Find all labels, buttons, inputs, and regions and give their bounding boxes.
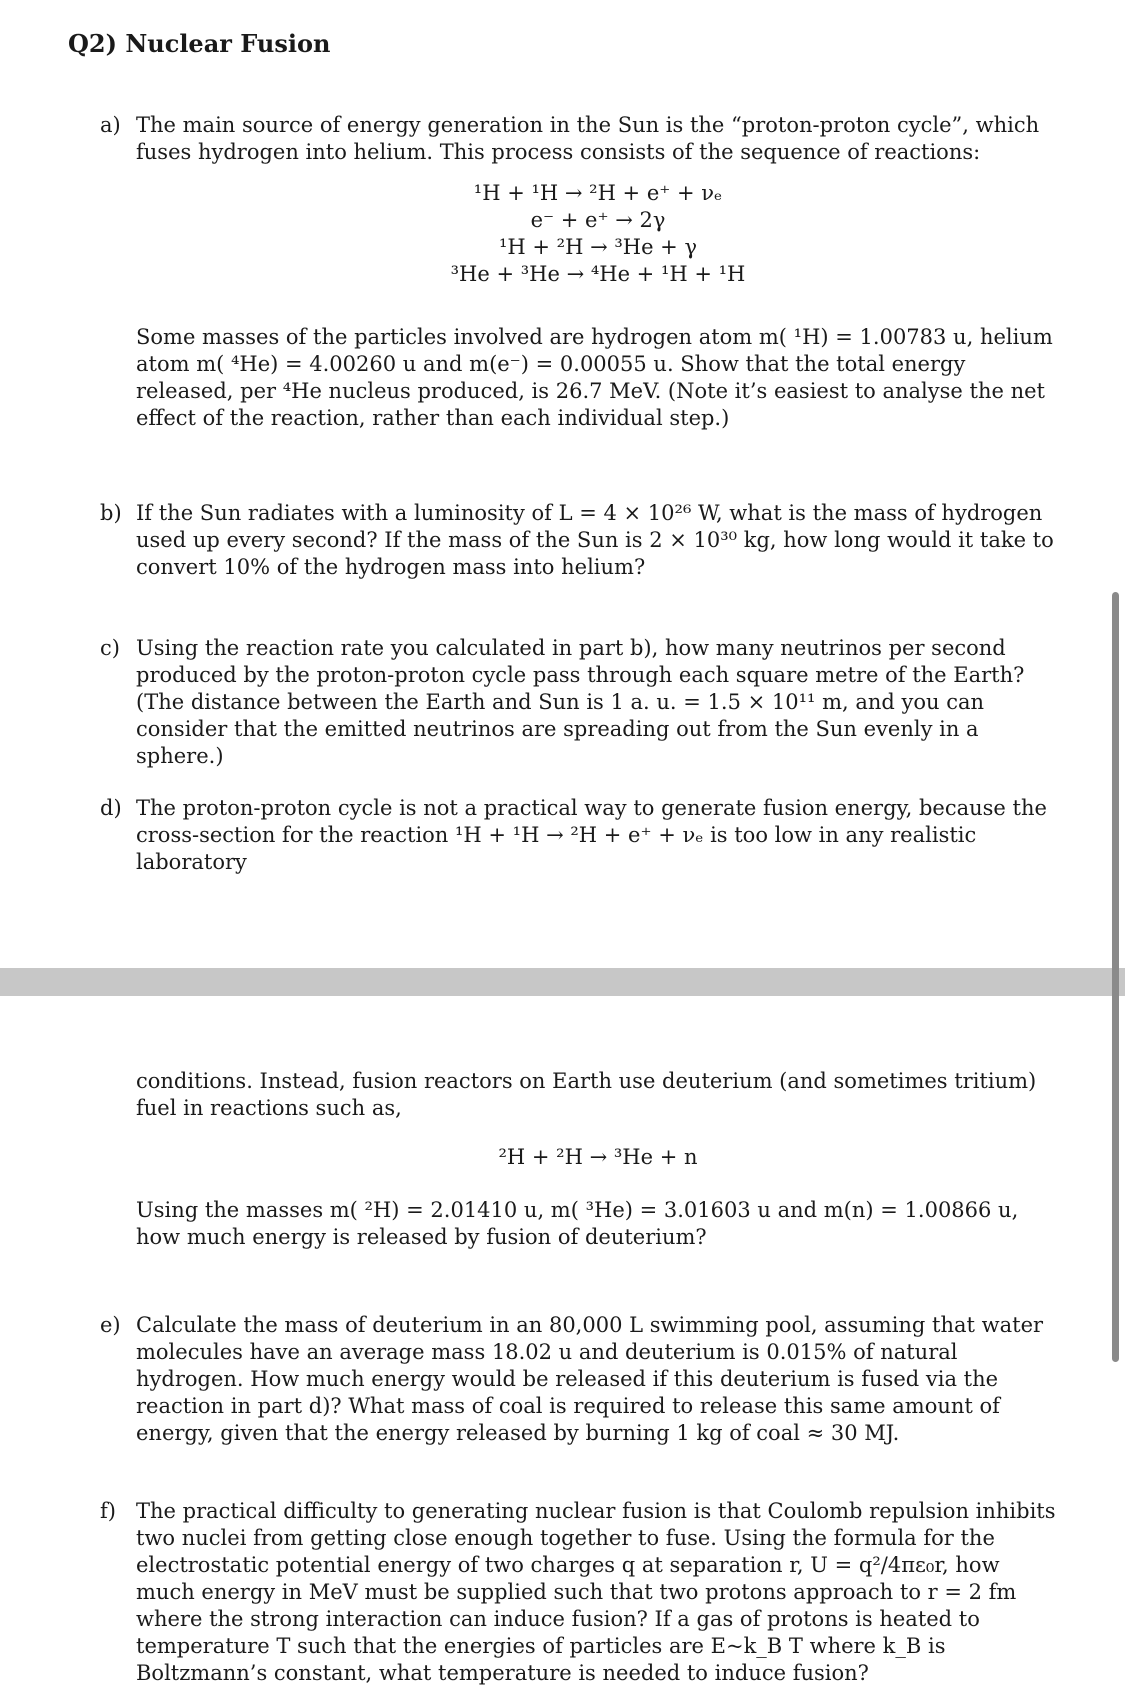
page-gap <box>0 968 1125 996</box>
part-e-label: e) <box>100 1313 121 1337</box>
part-c <box>100 635 1060 770</box>
part-a-intro: The main source of energy generation in the Sun is the “proton-proton cycle”, which fuses hydrogen into helium. This process consists of the sequence of reactions: <box>136 113 1040 164</box>
part-f <box>100 1498 1060 1687</box>
reaction-1: ¹H + ¹H → ²H + e⁺ + νₑ <box>473 181 723 205</box>
part-a-text: Some masses of the particles involved are hydrogen atom m( ¹H) = 1.00783 u, helium atom m( ⁴He) = 4.00260 u and m(e⁻) = 0.00055 u. Show that the total energy released, per ⁴He nucleus produced, is 26.7 MeV. (Note it’s easiest to analyse the net effect of the reaction, rather than each individual step.) <box>136 325 1053 430</box>
reaction-4: ³He + ³He → ⁴He + ¹H + ¹H <box>450 262 746 286</box>
part-d-text-3: Using the masses m( ²H) = 2.01410 u, m( ³He) = 3.01603 u and m(n) = 1.00866 u, how much energy is released by fusion of deuterium? <box>136 1198 1019 1249</box>
part-d-continued <box>100 1068 1060 1251</box>
part-b-text: If the Sun radiates with a luminosity of L = 4 × 10²⁶ W, what is the mass of hydrogen used up every second? If the mass of the Sun is 2 × 10³⁰ kg, how long would it take to convert 10% of the hydrogen mass into helium? <box>136 501 1054 579</box>
pp-cycle-reactions <box>136 180 1060 288</box>
reaction-3: ¹H + ²H → ³He + γ <box>498 235 697 259</box>
scrollbar-thumb[interactable] <box>1112 592 1119 1362</box>
part-d-text-1: The proton-proton cycle is not a practical way to generate fusion energy, because the cross-section for the reaction ¹H + ¹H → ²H + e⁺ + νₑ is too low in any realistic laboratory <box>136 796 1047 874</box>
page-two <box>0 996 1125 1708</box>
part-c-text: Using the reaction rate you calculated in part b), how many neutrinos per second produced by the proton-proton cycle pass through each square metre of the Earth? (The distance between the Earth and Sun is 1 a. u. = 1.5 × 10¹¹ m, and you can consider that the emitted neutrinos are spreading out from the Sun evenly in a sphere.) <box>136 636 1025 768</box>
deuterium-reaction: ²H + ²H → ³He + n <box>498 1145 698 1169</box>
part-c-label: c) <box>100 636 120 660</box>
part-e <box>100 1312 1060 1447</box>
part-a <box>100 112 1060 432</box>
reaction-2: e⁻ + e⁺ → 2γ <box>530 208 666 232</box>
part-d-text-2: conditions. Instead, fusion reactors on Earth use deuterium (and sometimes tritium) fuel in reactions such as, <box>136 1069 1037 1120</box>
part-e-text: Calculate the mass of deuterium in an 80,000 L swimming pool, assuming that water molecules have an average mass 18.02 u and deuterium is 0.015% of natural hydrogen. How much energy would be released if this deuterium is fused via the reaction in part d)? What mass of coal is required to release this same amount of energy, given that the energy released by burning 1 kg of coal ≈ 30 MJ. <box>136 1313 1044 1445</box>
part-a-label: a) <box>100 113 121 137</box>
part-f-label: f) <box>100 1499 116 1523</box>
question-title: Q2) Nuclear Fusion <box>68 29 331 58</box>
part-f-text: The practical difficulty to generating nuclear fusion is that Coulomb repulsion inhibits two nuclei from getting close enough together to fuse. Using the formula for the electrostatic potential energy of two charges q at separation r, U = q²/4πε₀r, how much energy in MeV must be supplied such that two protons approach to r = 2 fm where the strong interaction can induce fusion? If a gas of protons is heated to temperature T such that the energies of particles are E~k_B T where k_B is Boltzmann’s constant, what temperature is needed to induce fusion? <box>136 1499 1056 1685</box>
part-d-start <box>100 795 1060 876</box>
part-b-label: b) <box>100 501 122 525</box>
part-d-label: d) <box>100 796 122 820</box>
part-b <box>100 500 1060 581</box>
